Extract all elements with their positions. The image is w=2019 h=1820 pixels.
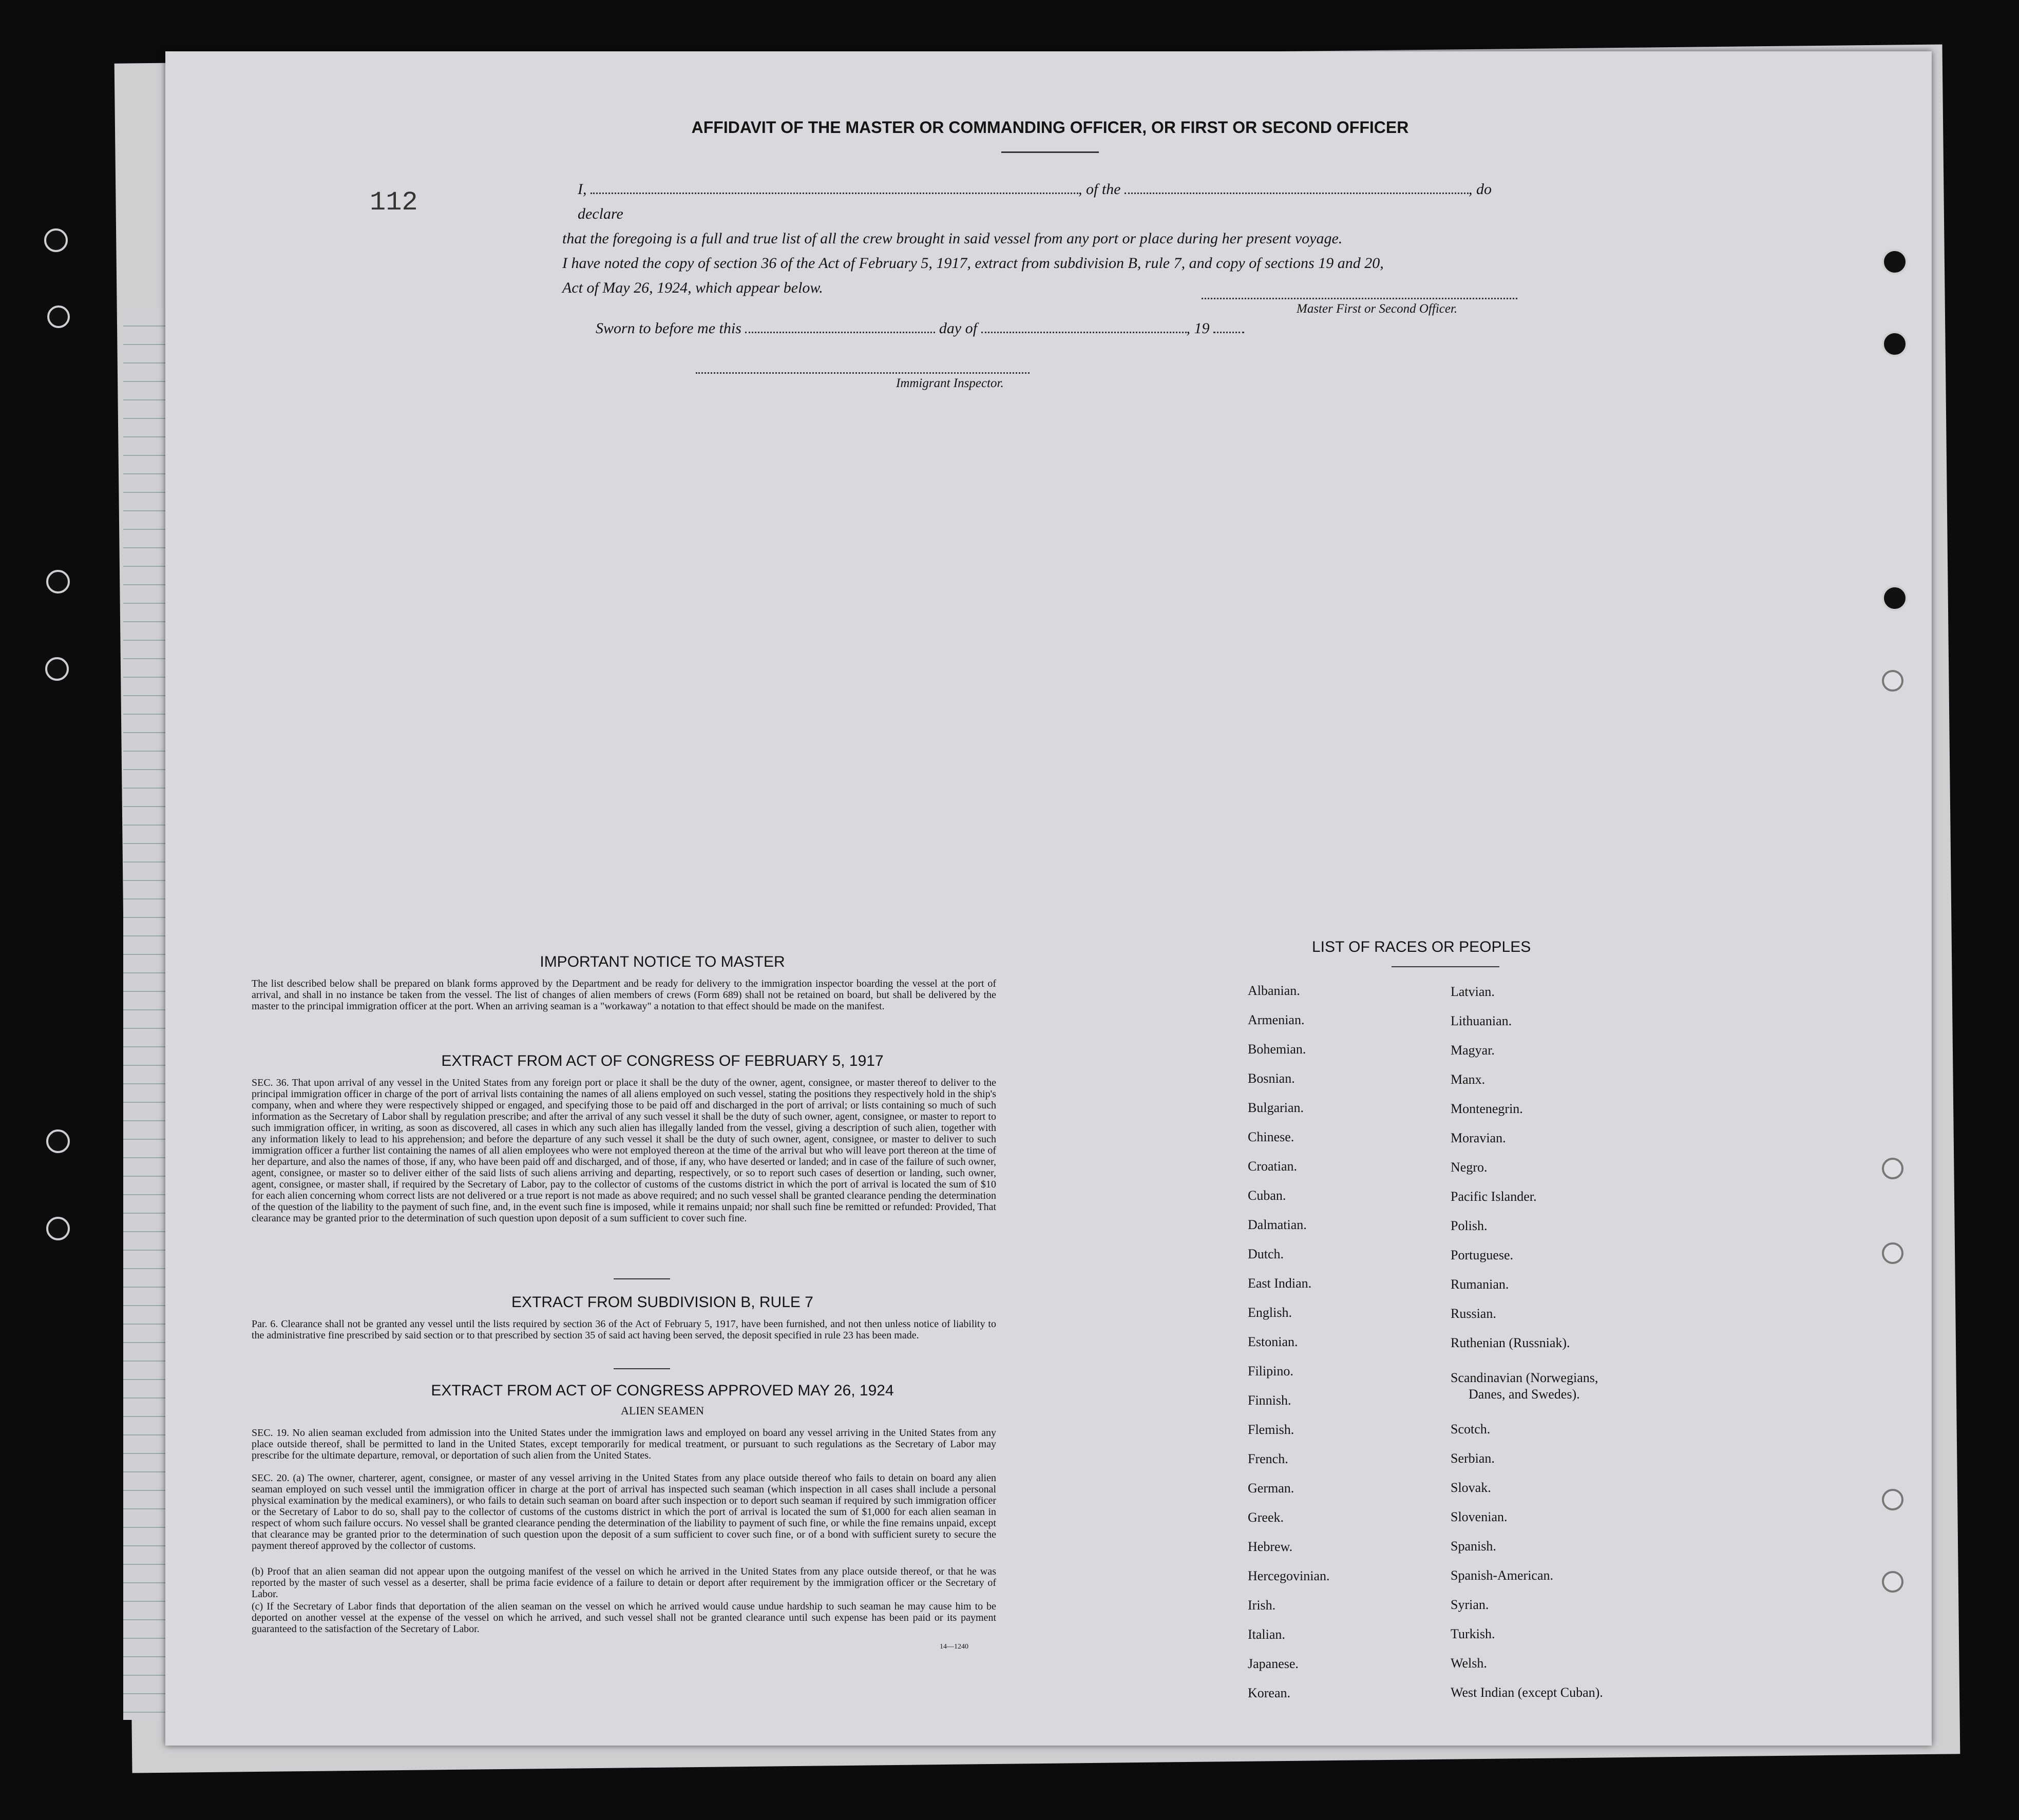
binder-hole-right-2 (1882, 331, 1908, 357)
race-item: Slovak. (1451, 1480, 1491, 1495)
affidavit-declare: , do declare (578, 181, 1492, 222)
vessel-name-field[interactable] (1125, 180, 1469, 194)
race-item: Welsh. (1451, 1656, 1487, 1671)
race-item: Armenian. (1248, 1012, 1305, 1027)
binder-hole-left-5 (46, 1129, 70, 1153)
race-item: Portuguese. (1451, 1248, 1514, 1262)
sworn-label: Sworn to before me this (596, 320, 741, 337)
races-title: LIST OF RACES OR PEOPLES (1312, 938, 1531, 955)
race-item: English. (1248, 1305, 1292, 1320)
binder-hole-right-3 (1882, 585, 1908, 611)
affidavit-line-2: that the foregoing is a full and true list of all the crew brought in said vessel from any port or place during her present voyage. (562, 230, 1343, 247)
master-signature-line[interactable] (1202, 298, 1517, 299)
binder-hole-right-1 (1882, 249, 1908, 275)
race-item: Bosnian. (1248, 1071, 1295, 1086)
notice-title: IMPORTANT NOTICE TO MASTER (540, 953, 785, 970)
extract3-title: EXTRACT FROM ACT OF CONGRESS APPROVED MAY 26, 1924 (431, 1382, 894, 1399)
race-item: Estonian. (1248, 1334, 1298, 1349)
race-item: Croatian. (1248, 1159, 1298, 1174)
race-item: West Indian (except Cuban). (1451, 1685, 1603, 1700)
races-title-rule (1392, 966, 1499, 967)
binder-hole-right-6 (1882, 1242, 1903, 1264)
race-item: Danes, and Swedes). (1469, 1387, 1580, 1402)
officer-name-field[interactable] (591, 180, 1078, 194)
extract2-text: Par. 6. Clearance shall not be granted any vessel until the lists required by section 36 of the Act of February 5, 1917, have been furnished, and not then unless notice of liability to the administrative fine prescribed by said section or to that prescribed by section 35 of said act having been served, the deposit specified in rule 23 has been made. (252, 1318, 996, 1341)
binder-hole-right-5 (1882, 1158, 1903, 1179)
race-item: Finnish. (1248, 1393, 1291, 1408)
extract3-sec19: SEC. 19. No alien seaman excluded from admission into the United States under the immigration laws and employed on board any vessel arriving in the United States from any place outside thereof, shall be permitted to land in the United States, except temporarily for medical treatment, or pursuant to such regulations as the Secretary of Labor may prescribe for the ultimate departure, removal, or deportation of such alien from the United States. (252, 1427, 996, 1461)
affidavit-body (562, 177, 1538, 300)
race-item: Cuban. (1248, 1188, 1286, 1203)
extract1-divider (614, 1278, 670, 1279)
binder-hole-left-4 (45, 657, 69, 681)
race-item: Lithuanian. (1451, 1013, 1512, 1028)
race-item: Syrian. (1451, 1597, 1489, 1612)
race-item: Scotch. (1451, 1422, 1491, 1436)
race-item: Albanian. (1248, 983, 1300, 998)
affidavit-of-the: , of the (1078, 181, 1121, 198)
race-item: Dalmatian. (1248, 1217, 1307, 1232)
extract2-divider (614, 1368, 670, 1369)
affidavit-title: AFFIDAVIT OF THE MASTER OR COMMANDING OFFICER, OR FIRST OR SECOND OFFICER (691, 118, 1409, 137)
extract1-title: EXTRACT FROM ACT OF CONGRESS OF FEBRUARY 5, 1917 (441, 1052, 884, 1069)
race-item: Russian. (1451, 1306, 1496, 1321)
binder-hole-right-4 (1882, 670, 1903, 692)
race-item: East Indian. (1248, 1276, 1312, 1291)
sworn-month-field[interactable] (981, 319, 1187, 333)
race-item: Spanish-American. (1451, 1568, 1554, 1583)
race-item: Chinese. (1248, 1129, 1294, 1144)
race-item: Hebrew. (1248, 1539, 1293, 1554)
affidavit-i: I, (578, 181, 587, 198)
race-item: Scandinavian (Norwegians, (1451, 1370, 1598, 1385)
binder-hole-left-6 (46, 1217, 70, 1240)
race-item: Serbian. (1451, 1451, 1495, 1466)
race-item: Greek. (1248, 1510, 1284, 1525)
binder-hole-left-2 (47, 305, 70, 328)
affidavit-line-3: I have noted the copy of section 36 of the Act of February 5, 1917, extract from subdivision B, rule 7, and copy of sections 19 and 20, (562, 255, 1384, 272)
extract1-text: SEC. 36. That upon arrival of any vessel in the United States from any foreign port or place it shall be the duty of the owner, agent, consignee, or master thereof to deliver to the principal immigration officer in charge of the port of arrival lists containing the names of all aliens employed on such vessel, stating the positions they respectively hold in the ship's company, when and where they were respectively shipped or engaged, and specifying those to be paid off and discharged in the port of arrival; or lists containing so much of such information as the Secretary of Labor shall by regulation prescribe; and after the arrival of any such vessel it shall be the duty of such owner, agent, consignee, or master to report to such immigration officer, in writing, as soon as discovered, all cases in which any such alien has illegally landed from the vessel, giving a description of such alien, together with any information likely to lead to his apprehension; and before the departure of any such vessel it shall be the duty of such owner, agent, consignee, or master to deliver to such immigration officer a further list containing the names of all alien employees who were not employed thereon at the time of the arrival but who will leave port thereon at the time of her departure, and also the names of those, if any, who have been paid off and discharged, and of those, if any, who have deserted or landed; and in case of the failure of such owner, agent, consignee, or master so to deliver either of the said lists of such aliens arriving and departing, respectively, or so to report such cases of desertion or landing, such owner, agent, consignee, or master shall, if required by the Secretary of Labor, pay to the collector of customs of the customs district in which the port of arrival is located the sum of $10 for each alien concerning whom correct lists are not delivered or a true report is not made as above required; and no such vessel shall be granted clearance pending the determination of the question of the liability to the payment of such fine, and, in the event such fine is imposed, while it remains unpaid; nor shall such fine be remitted or refunded: Provided, That clearance may be granted prior to the determination of such question upon deposit of a sum sufficient to cover such fine. (252, 1077, 996, 1224)
sworn-day-field[interactable] (745, 319, 935, 333)
race-item: Spanish. (1451, 1539, 1496, 1554)
race-item: Italian. (1248, 1627, 1285, 1642)
race-item: Irish. (1248, 1598, 1276, 1613)
race-item: Bohemian. (1248, 1042, 1306, 1057)
race-item: Manx. (1451, 1072, 1485, 1087)
race-item: Magyar. (1451, 1043, 1495, 1058)
affidavit-title-rule (1001, 151, 1099, 153)
inspector-signature-line[interactable] (696, 372, 1030, 374)
page-stamp-number: 112 (370, 187, 418, 218)
race-item: Turkish. (1451, 1626, 1495, 1641)
notice-text: The list described below shall be prepared on blank forms approved by the Department and be ready for delivery to the immigration inspector boarding the vessel at the port of arrival, and shall in no instance be taken from the vessel. The list of changes of alien members of crews (Form 689) shall not be retained on board, but shall be delivered by the master to the principal immigration officer at the port. When an arriving seaman is a "workaway" a notation to that effect should be made on the manifest. (252, 978, 996, 1012)
race-item: Negro. (1451, 1160, 1488, 1175)
binder-hole-right-8 (1882, 1571, 1903, 1593)
ruled-page-edge (123, 308, 169, 1720)
form-number: 14—1240 (940, 1643, 968, 1651)
sworn-year-prefix: , 19 (1186, 320, 1210, 337)
extract3-subtitle: ALIEN SEAMEN (621, 1404, 704, 1417)
extract3-sec20a: SEC. 20. (a) The owner, charterer, agent, consignee, or master of any vessel arriving in the United States from any place outside thereof who fails to detain on board any alien seaman employed on such vessel until the immigration officer in charge at the port of arrival has inspected such seaman (which inspection in all cases shall include a personal physical examination by the medical examiners), or who fails to detain such seaman on board after such inspection or to deport such seaman if required by such immigration officer or the Secretary of Labor to do so, shall pay to the collector of customs of the customs district in which the port of arrival is located the sum of $1,000 for each alien seaman in respect of whom such failure occurs. No vessel shall be granted clearance pending the determination of the liability to payment of such fine, or while the fine remains unpaid, except that clearance may be granted prior to the determination of such question upon the deposit of a sum sufficient to cover such fine, or of a bond with sufficient surety to secure the payment thereof approved by the collector of customs. (252, 1472, 996, 1551)
race-item: Latvian. (1451, 984, 1495, 999)
race-item: French. (1248, 1451, 1288, 1466)
race-item: Flemish. (1248, 1422, 1294, 1437)
master-signature-label: Master First or Second Officer. (1297, 302, 1458, 316)
sworn-year-field[interactable] (1213, 319, 1244, 333)
race-item: Filipino. (1248, 1364, 1293, 1378)
race-item: German. (1248, 1481, 1294, 1496)
race-item: Moravian. (1451, 1131, 1506, 1145)
binder-hole-left-1 (44, 228, 68, 252)
affidavit-line-1 (562, 177, 1538, 226)
race-item: Ruthenian (Russniak). (1451, 1335, 1570, 1350)
race-item: Dutch. (1248, 1247, 1284, 1261)
race-item: Slovenian. (1451, 1509, 1508, 1524)
race-item: Hercegovinian. (1248, 1568, 1330, 1583)
extract3-sec20c: (c) If the Secretary of Labor finds that deportation of the alien seaman on the vessel on which he arrived would cause undue hardship to such seaman he may cause him to be deported on another vessel at the expense of the vessel on which he arrived, and such vessel shall not be granted clearance until such expense has been paid or its payment guaranteed to the satisfaction of the Secretary of Labor. (252, 1601, 996, 1635)
sworn-statement (596, 319, 1244, 337)
binder-hole-left-3 (46, 570, 70, 593)
race-item: Pacific Islander. (1451, 1189, 1537, 1204)
extract2-title: EXTRACT FROM SUBDIVISION B, RULE 7 (511, 1294, 813, 1311)
race-item: Montenegrin. (1451, 1101, 1523, 1116)
race-item: Polish. (1451, 1218, 1488, 1233)
sworn-day-of: day of (939, 320, 978, 337)
race-item: Bulgarian. (1248, 1100, 1304, 1115)
race-item: Japanese. (1248, 1656, 1299, 1671)
affidavit-line-4: Act of May 26, 1924, which appear below. (562, 279, 823, 296)
inspector-signature-label: Immigrant Inspector. (896, 376, 1004, 390)
binder-hole-right-7 (1882, 1489, 1903, 1510)
extract3-sec20b: (b) Proof that an alien seaman did not appear upon the outgoing manifest of the vessel on which he arrived in the United States from any place outside thereof, or that he was reported by the master of such vessel as a deserter, shall be prima facie evidence of a failure to detain or deport after requirement by the immigration officer or the Secretary of Labor. (252, 1566, 996, 1600)
race-item: Rumanian. (1451, 1277, 1509, 1292)
race-item: Korean. (1248, 1685, 1291, 1700)
